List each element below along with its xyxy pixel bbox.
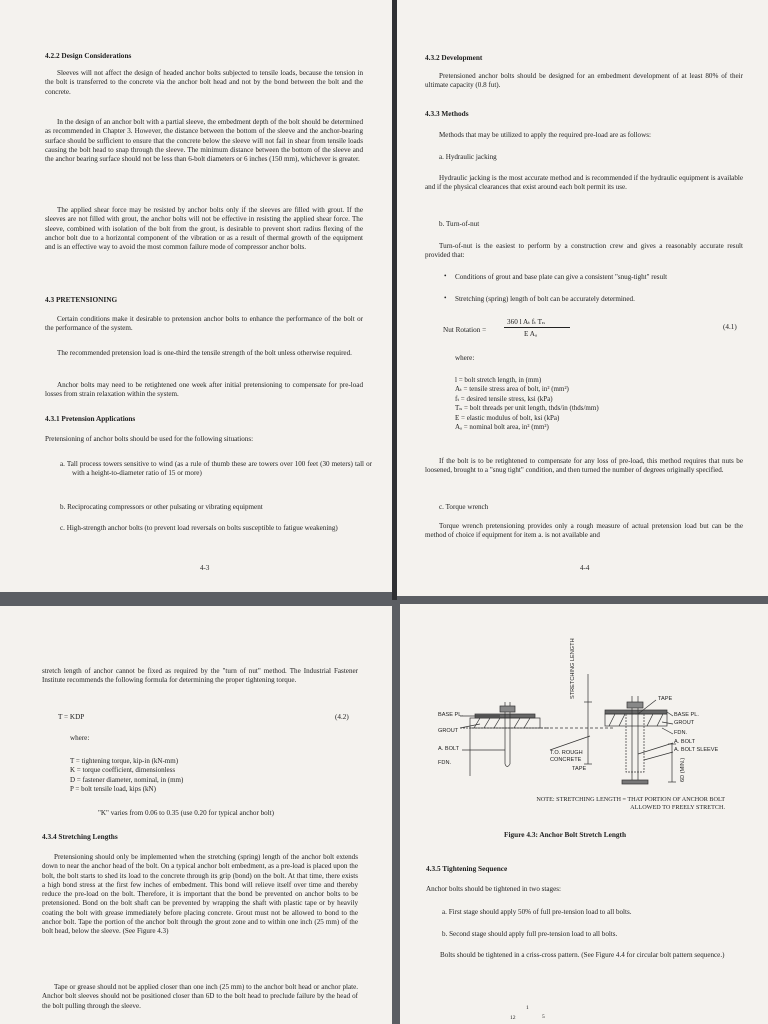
page-number: 4-3 (200, 564, 210, 572)
paragraph-shear-force: The applied shear force may be resisted by anchor bolts only if the sleeves are filled with grout. If the sleeves are not filled with grout, the anchor bolts will not be effective in resisting the applied shear force. The sleeve, combined with isolation of the bolt from the grout, is desirable to prevent short radius flexing of the anchor bolt due to a horizontal component of the vibration or as a result of thermal growth of the equipment and is an effective way to avoid the most common failure mode of compressor anchor bolts. (45, 206, 363, 252)
variable-p: P = bolt tensile load, kips (kN) (70, 785, 156, 794)
paragraph-sleeves: Sleeves will not affect the design of headed anchor bolts subjected to tensile loads, because the tension in the bolt is transferred to the concrete via the anchor bolt head and not by the bond between the bolt and the concrete. (45, 69, 363, 96)
variable-list (70, 757, 183, 795)
paragraph-retighten-method: If the bolt is to be retightened to compensate for any loss of pre-load, this method requires that nuts be loosened, brought to a "snug tight" condition, and then turned the number of degrees originally specified. (425, 457, 743, 475)
label-base-plate-left: BASE PL. (438, 712, 463, 718)
page-bottom-left (0, 606, 392, 1024)
variable-list (455, 376, 599, 432)
paragraph-stretching-lengths: Pretensioning should only be implemented when the stretching (spring) length of the anchor bolt extends down to near the anchor head of the bolt. On a typical anchor bolt embedment, as a pre-load is placed upon the bolt, the bolt starts to shed its load to the concrete through its grip (bond) on the bolt. At that time, there exists a high bond stress at the first few inches of embedment. This bond will relieve itself over time and thereby reduce the pre-load on the bolt. Therefore, it is important that the bond be prevented on anchor bolts to be pretensioned. Bond on the bolt shaft can be prevented by wrapping the shaft with plastic tape or by heavily coating the bolt with grease immediately before placing concrete. Grout must not be allowed to bond to the anchor bolt. Tape the portion of the anchor bolt through the grout zone and to within one inch (25 mm) of the bolt head, below the sleeve. (See Figure 4.3) (42, 853, 358, 936)
paragraph-stretch-length: stretch length of anchor cannot be fixed as required by the "turn of nut" method. The Industrial Fastener Institute recommends the following formula for determining the proper tightening torque. (42, 667, 358, 685)
tick-1: 1 (526, 1005, 529, 1011)
variable-d: D = fastener diameter, nominal, in (mm) (70, 775, 184, 784)
tick-12: 12 (510, 1015, 516, 1021)
equation-torque: T = KDP (58, 713, 85, 721)
variable-ft: fₜ = desired tensile stress, ksi (kPa) (455, 394, 553, 403)
k-variation-note: "K" varies from 0.06 to 0.35 (use 0.20 for typical anchor bolt) (98, 809, 274, 817)
paragraph-criss-cross: Bolts should be tightened in a criss-cross pattern. (See Figure 4.4 for circular bolt pattern sequence.) (440, 951, 725, 959)
equation-number: (4.2) (335, 713, 349, 721)
page-bottom-right (400, 604, 768, 1024)
equation-number: (4.1) (723, 323, 737, 331)
heading-4-3-1: 4.3.1 Pretension Applications (45, 414, 136, 423)
paragraph-recommended-load: The recommended pretension load is one-third the tensile strength of the bolt unless otherwise required. (57, 349, 352, 357)
where-label: where: (455, 354, 475, 362)
heading-4-3-5: 4.3.5 Tightening Sequence (426, 864, 508, 873)
label-grout-left: GROUT (438, 728, 459, 734)
page-number: 4-4 (580, 564, 590, 572)
variable-tn: Tₙ = bolt threads per unit length, thds/in (thds/mm) (455, 404, 599, 413)
heading-4-3-3: 4.3.3 Methods (425, 109, 469, 118)
bullet-icon: • (444, 294, 447, 302)
paragraph-situations: Pretensioning of anchor bolts should be used for the following situations: (45, 435, 254, 443)
label-foundation-right: FDN. (674, 730, 688, 736)
label-six-d-min: 6D (MIN.) (680, 757, 686, 782)
bullet-stretching: Stretching (spring) length of bolt can be accurately determined. (455, 295, 635, 303)
bullet-grout: Conditions of grout and base plate can give a consistent "snug-tight" result (455, 273, 668, 281)
paragraph-conditions: Certain conditions make it desirable to pretension anchor bolts to enhance the performance of the bolt or the performance of the system. (45, 315, 363, 333)
label-top-of-rough-concrete: T.O. ROUGH CONCRETE (550, 750, 583, 763)
equation-numerator: 360 l Aₜ fₜ Tₙ (507, 318, 546, 326)
list-item-b: b. Reciprocating compressors or other pulsating or vibrating equipment (60, 503, 263, 511)
heading-4-2-2: 4.2.2 Design Considerations (45, 51, 132, 60)
page-4-3 (0, 0, 392, 592)
paragraph-development: Pretensioned anchor bolts should be designed for an embedment development of at least 80% of their ultimate capacity (0.8 fut). (425, 72, 743, 90)
paragraph-methods: Methods that may be utilized to apply the required pre-load are as follows: (439, 131, 651, 139)
base-plate-right (605, 710, 667, 714)
label-stretching-length: STRETCHING LENGTH (570, 638, 576, 699)
bolt-sleeve (626, 714, 644, 772)
tick-5: 5 (542, 1014, 545, 1020)
variable-at: Aₜ = tensile stress area of bolt, in² (mm²) (455, 385, 569, 394)
where-label: where: (70, 734, 90, 742)
list-item-c: c. High-strength anchor bolts (to prevent load reversals on bolts susceptible to fatigue weakening) (60, 524, 338, 532)
label-anchor-bolt-right: A. BOLT (674, 739, 696, 745)
anchor-bolt-diagram (400, 604, 768, 804)
figure-note: NOTE: STRETCHING LENGTH = THAT PORTION OF ANCHOR BOLT ALLOWED TO FREELY STRETCH. (536, 796, 725, 811)
method-a: a. Hydraulic jacking (439, 153, 497, 161)
label-bolt-sleeve: A. BOLT SLEEVE (674, 747, 719, 753)
equation-denominator: E Aₐ (524, 330, 537, 338)
variable-k: K = torque coefficient, dimensionless (70, 766, 176, 775)
paragraph-partial-sleeve: In the design of an anchor bolt with a partial sleeve, the embedment depth of the bolt should be determined as recommended in Chapter 3. However, the distance between the bottom of the sleeve and the anchor-bearing surface should be sufficient to ensure that the concrete below the sleeve will not fail in shear from tensile loads causing the bolt head to snap through the sleeve. The minimum distance between the bottom of the sleeve and the anchor bearing surface should not be less than 6-bolt diameters or 6 inches (150 mm), whichever is greater. (45, 118, 363, 164)
label-anchor-bolt-left: A. BOLT (438, 746, 460, 752)
equation-lhs: Nut Rotation = (443, 326, 487, 334)
paragraph-hydraulic: Hydraulic jacking is the most accurate method and is recommended if the hydraulic equipment is available and if the physical clearances that exist around each bolt permit its use. (425, 174, 743, 192)
method-b: b. Turn-of-nut (439, 220, 480, 228)
label-grout-right: GROUT (674, 720, 695, 726)
paragraph-two-stages: Anchor bolts should be tightened in two stages: (426, 885, 561, 893)
label-foundation-left: FDN. (438, 760, 452, 766)
paragraph-retighten: Anchor bolts may need to be retightened one week after initial pretensioning to compensate for pre-load losses from strain relaxation within the system. (45, 381, 363, 399)
label-tape: TAPE (658, 696, 673, 702)
paragraph-turn-of-nut: Turn-of-nut is the easiest to perform by a construction crew and gives a reasonably accurate result provided that: (425, 242, 743, 260)
label-base-plate-right: BASE PL. (674, 712, 699, 718)
method-c: c. Torque wrench (439, 503, 489, 511)
fraction-bar (504, 327, 570, 328)
list-item-a: a. Tall process towers sensitive to wind (as a rule of thumb these are towers over 100 feet (30 meters) tall or with a height-to-diameter ratio of 15 or more) (60, 460, 372, 478)
variable-e: E = elastic modulus of bolt, ksi (kPa) (455, 413, 560, 422)
paragraph-tape-grease: Tape or grease should not be applied closer than one inch (25 mm) to the anchor bolt head or anchor plate. Anchor bolt sleeves should not be positioned closer than 6D to the bolt head to preclude failure by the head of the bolt pulling through the sleeve. (42, 983, 358, 1010)
stage-a: a. First stage should apply 50% of full pre-tension load to all bolts. (442, 908, 632, 916)
heading-4-3: 4.3 PRETENSIONING (45, 295, 118, 304)
heading-4-3-4: 4.3.4 Stretching Lengths (42, 832, 118, 841)
figure-caption: Figure 4.3: Anchor Bolt Stretch Length (504, 830, 627, 839)
heading-4-3-2: 4.3.2 Development (425, 53, 483, 62)
page-4-4 (397, 0, 768, 596)
paragraph-torque-wrench: Torque wrench pretensioning provides only a rough measure of actual pretension load but can be the method of choice if equipment for item a. is not available and (425, 522, 743, 540)
bullet-icon: • (444, 272, 447, 280)
variable-ab: Aₐ = nominal bolt area, in² (mm²) (455, 423, 549, 432)
label-tape-lower: TAPE (572, 766, 587, 772)
variable-l: l = bolt stretch length, in (mm) (455, 376, 542, 384)
stage-b: b. Second stage should apply full pre-tension load to all bolts. (442, 930, 618, 938)
variable-t: T = tightening torque, kip-in (kN-mm) (70, 757, 179, 765)
